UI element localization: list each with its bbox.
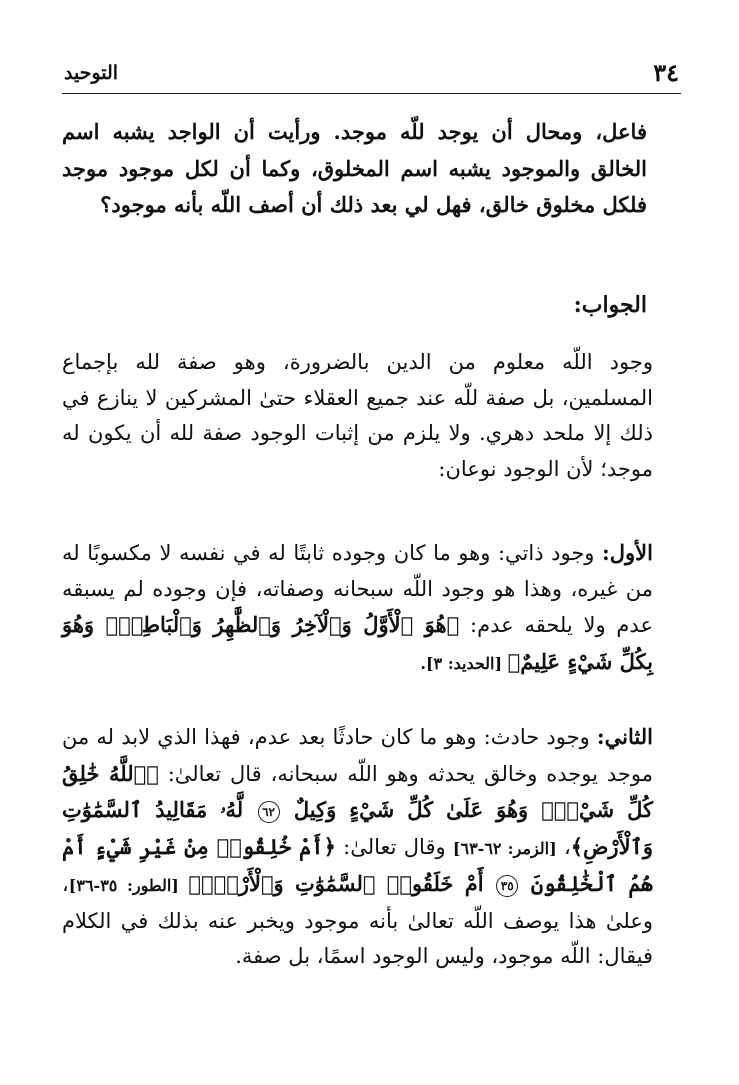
ayah-number-marker: ٦٢ xyxy=(258,801,280,823)
answer-paragraph-1: وجود اللّه معلوم من الدين بالضرورة، وهو صفة لله بإجماع المسلمين، بل صفة للّه عند جميع العقلاء حتىٰ المشركين لا ينازع في ذلك إلا ملحد دهري. ولا يلزم من إثبات الوجود صفة لله أن يكون له موجد؛ لأن الوجود نوعان: xyxy=(62,350,653,481)
second-type-text-cont: وقال تعالىٰ: xyxy=(335,834,453,859)
quran-verse-tur-35: ﴿أَمْ خُلِقُوا۟ مِنْ غَيْرِ شَيْءٍ أَمْ هُمُ ٱلْخَٰلِقُونَ xyxy=(62,833,653,896)
answer-paragraph-3 xyxy=(62,719,653,975)
quran-verse-hadid: هُوَ ٱلْأَوَّلُ وَٱلْآخِرُ وَٱلظَّٰهِرُ وَٱلْبَاطِنُۖ وَهُوَ بِكُلِّ شَيْءٍ عَلِيمٌ xyxy=(62,612,653,674)
separator-text: ، xyxy=(556,834,571,859)
verse-reference-hadid: [الحديد: ٣]. xyxy=(420,653,508,673)
ayah-number-marker: ٣٥ xyxy=(496,875,518,897)
quran-verse-zumar-62: ﴿ٱللَّهُ خَٰلِقُ كُلِّ شَيْءٍۖ وَهُوَ عَلَىٰ كُلِّ شَيْءٍ وَكِيلٌ xyxy=(62,760,653,822)
second-type-label: الثاني: xyxy=(596,724,653,749)
second-type-conclusion: ، وعلىٰ هذا يوصف اللّه تعالىٰ بأنه موجود ويخبر عنه بذلك في الكلام فيقال: اللّه موجود، وليس الوجود اسمًا، بل صفة. xyxy=(62,872,653,968)
second-type-text: وجود حادث: وهو ما كان حادثًا بعد عدم، فهذا الذي لابد له من موجد يوجده وخالق يحدثه وهو اللّه سبحانه، قال تعالىٰ: xyxy=(62,725,653,786)
quran-verse-zumar-63: لَّهُۥ مَقَالِيدُ ٱلسَّمَٰوَٰتِ وَٱلْأَرْضِ﴾ xyxy=(62,797,653,859)
answer-heading: الجواب: xyxy=(573,292,647,318)
running-title: التوحيد xyxy=(64,62,119,84)
first-type-label: الأول: xyxy=(602,540,653,565)
quran-bracket-close: ﴾ xyxy=(507,648,521,674)
page-number: ٣٤ xyxy=(653,58,679,87)
first-type-text: وجود ذاتي: وهو ما كان وجوده ثابتًا له في نفسه لا مكسوبًا له من غيره، وهذا هو وجود اللّه سبحانه وصفاته، فإن وجوده لم يسبقه عدم ولا يلحقه عدم: xyxy=(62,541,653,637)
quran-bracket-open: ﴿ xyxy=(446,612,460,637)
header-rule xyxy=(62,93,681,94)
verse-reference-tur: [الطور: ٣٥-٣٦] xyxy=(68,876,189,895)
question-paragraph: فاعل، ومحال أن يوجد للّه موجد. ورأيت أن الواجد يشبه اسم الخالق والموجود يشبه اسم المخلوق، وكما أن لكل موجود موجد فلكل مخلوق خالق، فهل لي بعد ذلك أن أصف اللّه بأنه موجود؟ xyxy=(62,119,647,217)
verse-reference-zumar: [الزمر: ٦٢-٦٣] xyxy=(452,838,557,858)
quran-verse-tur-36: أَمْ خَلَقُوا۟ ٱلسَّمَٰوَٰتِ وَٱلْأَرْضَۚ﴾ xyxy=(188,871,484,896)
answer-paragraph-2 xyxy=(62,535,653,681)
page-header xyxy=(64,58,679,92)
